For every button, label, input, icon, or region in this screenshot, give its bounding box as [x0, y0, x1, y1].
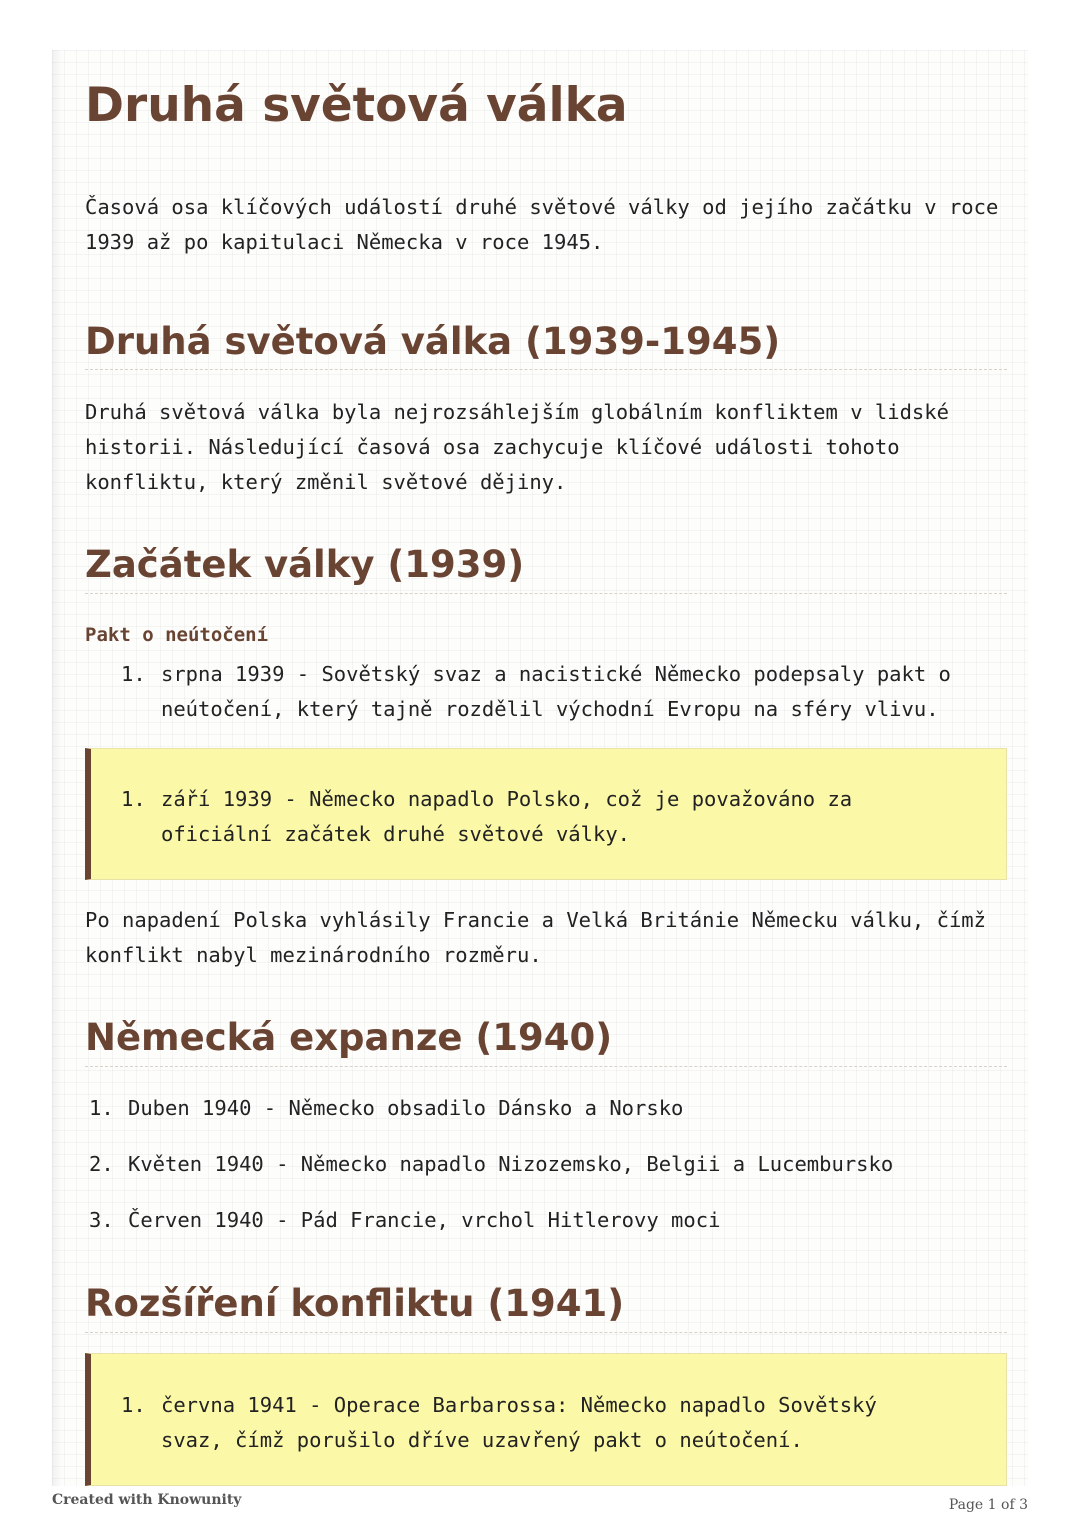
list-item-number: 1.: [121, 787, 146, 811]
intro-paragraph: Časová osa klíčových událostí druhé světové války od jejího začátku v roce 1939 až po kapitulaci Německa v roce 1945.: [85, 195, 999, 254]
section-heading-expansion: Německá expanze (1940): [85, 1016, 613, 1059]
list-item-text: Červen 1940 - Pád Francie, vrchol Hitlerovy moci: [128, 1208, 721, 1232]
overview-paragraph: Druhá světová válka byla nejrozsáhlejším globálním konfliktem v lidské historii. Následující časová osa zachycuje klíčové události tohoto konfliktu, který změnil světové dějiny.: [85, 400, 949, 494]
section-divider: [85, 1332, 1007, 1333]
pact-list: [121, 657, 1007, 727]
list-item-number: 3.: [89, 1208, 114, 1232]
list-item-number: 1.: [89, 1096, 114, 1120]
list-item: [121, 1388, 931, 1458]
expansion-list: [89, 1091, 1007, 1259]
list-item: [89, 1147, 1007, 1203]
created-with-knowunity: Created with Knowunity: [52, 1492, 242, 1508]
section-heading-overview: Druhá světová válka (1939-1945): [85, 320, 781, 363]
section-divider: [85, 369, 1007, 370]
callout-list: [121, 1388, 931, 1458]
highlight-callout-1941: [85, 1353, 1007, 1486]
list-item: [89, 1203, 1007, 1259]
list-item: [89, 1091, 1007, 1147]
list-item: [121, 657, 1007, 727]
list-item-number: 2.: [89, 1152, 114, 1176]
list-item-number: 1.: [121, 662, 146, 686]
page-number: Page 1 of 3: [948, 1497, 1028, 1513]
document-title: Druhá světová válka: [85, 78, 628, 133]
callout-list: [121, 782, 891, 852]
list-item-text: června 1941 - Operace Barbarossa: Německo napadlo Sovětský svaz, čímž porušilo dříve uzavřený pakt o neútočení.: [161, 1393, 877, 1452]
document-page: [52, 50, 1028, 1486]
list-item-number: 1.: [121, 1393, 146, 1417]
list-item-text: září 1939 - Německo napadlo Polsko, což je považováno za oficiální začátek druhé světové války.: [161, 787, 853, 846]
section-heading-spread: Rozšíření konfliktu (1941): [85, 1282, 625, 1325]
subheading-pact: Pakt o neútočení: [85, 624, 269, 646]
section-divider: [85, 593, 1007, 594]
list-item-text: Duben 1940 - Německo obsadilo Dánsko a Norsko: [128, 1096, 684, 1120]
list-item-text: srpna 1939 - Sovětský svaz a nacistické Německo podepsaly pakt o neútočení, který tajně rozdělil východní Evropu na sféry vlivu.: [161, 662, 951, 721]
highlight-callout-1939: [85, 748, 1007, 880]
section-divider: [85, 1066, 1007, 1067]
list-item-text: Květen 1940 - Německo napadlo Nizozemsko, Belgii a Lucembursko: [128, 1152, 894, 1176]
after-invasion-paragraph: Po napadení Polska vyhlásily Francie a Velká Británie Německu válku, čímž konflikt nabyl mezinárodního rozměru.: [85, 908, 986, 967]
section-heading-start: Začátek války (1939): [85, 543, 525, 586]
list-item: [121, 782, 891, 852]
